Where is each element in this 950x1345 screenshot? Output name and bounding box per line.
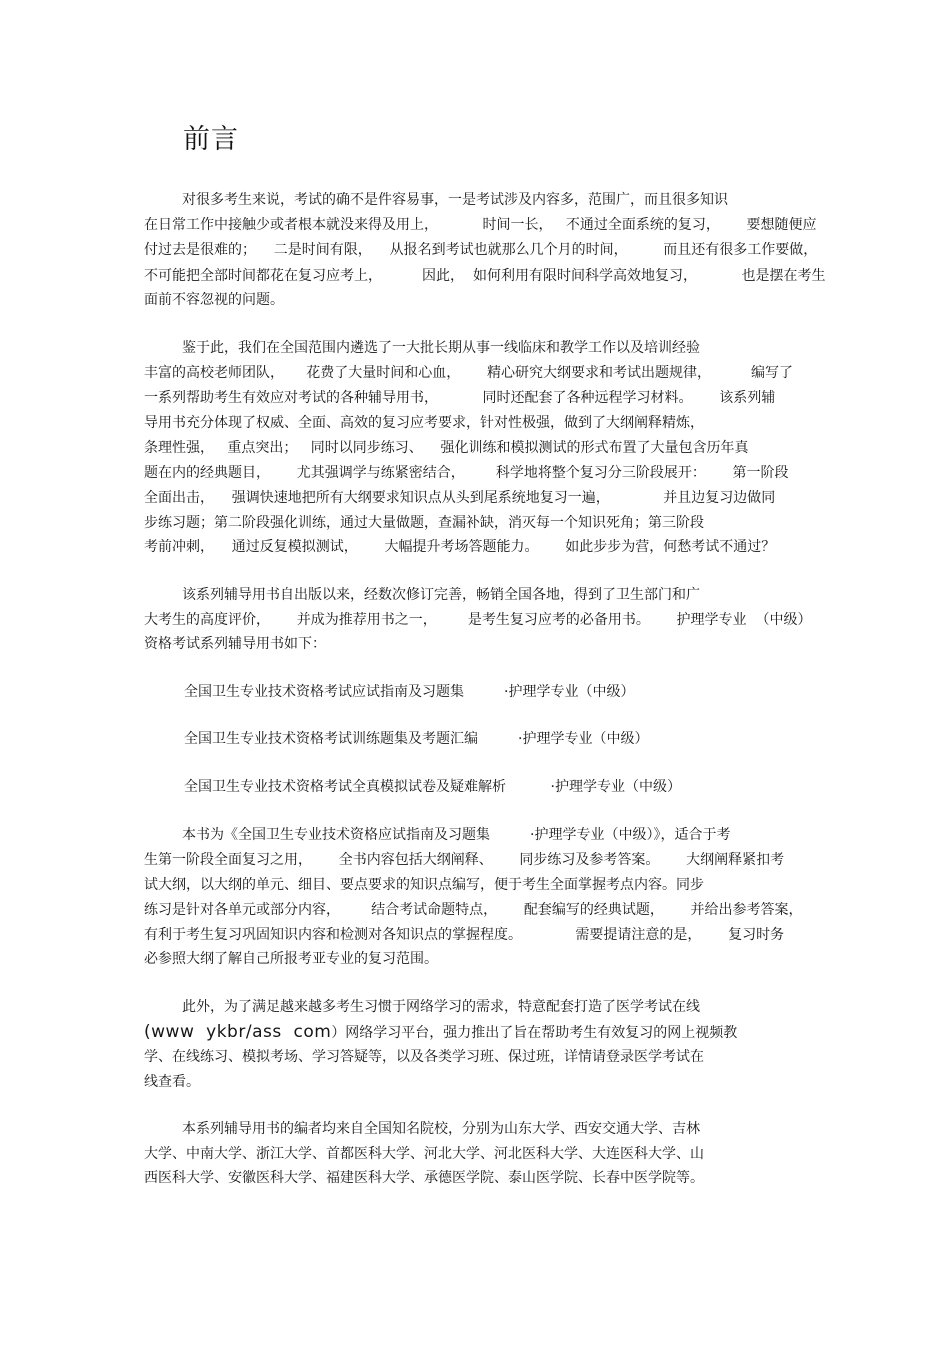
paragraph-1-line: 不可能把全部时间都花在复习应考上， 因此， 如何利用有限时间科学高效地复习， 也是摆在考生	[144, 268, 826, 284]
paragraph-5-line: 此外，为了满足越来越多考生习惯于网络学习的需求，特意配套打造了医学考试在线	[182, 999, 700, 1015]
paragraph-3-line: 该系列辅导用书自出版以来，经数次修订完善，畅销全国各地，得到了卫生部门和广	[182, 587, 700, 603]
paragraph-5-line-text: ）网络学习平台，强力推出了旨在帮助考生有效复习的网上视频教	[331, 1025, 738, 1041]
paragraph-2-line: 导用书充分体现了权威、全面、高效的复习应考要求，针对性极强，做到了大纲阐释精炼，	[144, 415, 704, 431]
paragraph-4-line: 有利于考生复习巩固知识内容和检测对各知识点的掌握程度。 需要提请注意的是， 复习时务	[144, 927, 785, 943]
paragraph-4-line: 生第一阶段全面复习之用， 全书内容包括大纲阐释、 同步练习及参考答案。 大纲阐释紧扣考	[144, 852, 785, 868]
paragraph-2-line: 丰富的高校老师团队， 花费了大量时间和心血， 精心研究大纲要求和考试出题规律， 编写了	[144, 365, 794, 381]
paragraph-6-line: 西医科大学、安徽医科大学、福建医科大学、承德医学院、泰山医学院、长春中医学院等。	[144, 1170, 704, 1186]
book-list-item: 全国卫生专业技术资格考试训练题集及考题汇编 ·护理学专业（中级）	[184, 731, 649, 747]
paragraph-2-line: 一系列帮助考生有效应对考试的各种辅导用书， 同时还配套了各种远程学习材料。 该系列辅	[144, 390, 776, 406]
paragraph-1-line: 面前不容忽视的问题。	[144, 292, 284, 308]
website-url: (www ykbr/ass com	[144, 1022, 332, 1042]
paragraph-6-line: 本系列辅导用书的编者均来自全国知名院校，分别为山东大学、西安交通大学、吉林	[182, 1121, 700, 1137]
page-title: 前言	[183, 124, 239, 155]
paragraph-5-line-with-url	[144, 1020, 824, 1044]
paragraph-5-line: 学、在线练习、模拟考场、学习答疑等，以及各类学习班、保过班，详情请登录医学考试在	[144, 1049, 704, 1065]
paragraph-2-line: 考前冲刺， 通过反复模拟测试， 大幅提升考场答题能力。 如此步步为营，何愁考试不通过？	[144, 539, 776, 555]
paragraph-2-line: 鉴于此，我们在全国范围内遴选了一大批长期从事一线临床和教学工作以及培训经验	[182, 340, 700, 356]
paragraph-4-line: 试大纲，以大纲的单元、细目、要点要求的知识点编写，便于考生全面掌握考点内容。同步	[144, 877, 704, 893]
paragraph-4-line: 本书为《全国卫生专业技术资格应试指南及习题集 ·护理学专业（中级）》，适合于考	[182, 827, 731, 843]
paragraph-2-line: 条理性强， 重点突出； 同时以同步练习、 强化训练和模拟测试的形式布置了大量包含历年真	[144, 440, 749, 456]
paragraph-3-line: 大考生的高度评价， 并成为推荐用书之一， 是考生复习应考的必备用书。 护理学专业 （中级）	[144, 612, 812, 628]
paragraph-1-line: 在日常工作中接触少或者根本就没来得及用上， 时间一长， 不通过全面系统的复习， 要想随便应	[144, 217, 817, 233]
paragraph-3-line: 资格考试系列辅导用书如下：	[144, 636, 326, 652]
paragraph-1-line: 对很多考生来说，考试的确不是件容易事，一是考试涉及内容多，范围广，而且很多知识	[182, 192, 728, 208]
paragraph-5-line: 线查看。	[144, 1074, 200, 1090]
paragraph-4-line: 必参照大纲了解自己所报考亚专业的复习范围。	[144, 951, 438, 967]
paragraph-1-line: 付过去是很难的； 二是时间有限， 从报名到考试也就那么几个月的时间， 而且还有很多工作要做，	[144, 242, 818, 258]
book-list-item: 全国卫生专业技术资格考试全真模拟试卷及疑难解析 ·护理学专业（中级）	[184, 779, 681, 795]
paragraph-2-line: 题在内的经典题目， 尤其强调学与练紧密结合， 科学地将整个复习分三阶段展开： 第一阶段	[144, 465, 789, 481]
paragraph-4-line: 练习是针对各单元或部分内容， 结合考试命题特点， 配套编写的经典试题， 并给出参考答案，	[144, 902, 803, 918]
paragraph-6-line: 大学、中南大学、浙江大学、首都医科大学、河北大学、河北医科大学、大连医科大学、山	[144, 1146, 704, 1162]
book-list-item: 全国卫生专业技术资格考试应试指南及习题集 ·护理学专业（中级）	[184, 684, 635, 700]
paragraph-2-line: 步练习题；第二阶段强化训练，通过大量做题，查漏补缺，消灭每一个知识死角；第三阶段	[144, 515, 704, 531]
paragraph-2-line: 全面出击， 强调快速地把所有大纲要求知识点从头到尾系统地复习一遍， 并且边复习边做同	[144, 490, 776, 506]
